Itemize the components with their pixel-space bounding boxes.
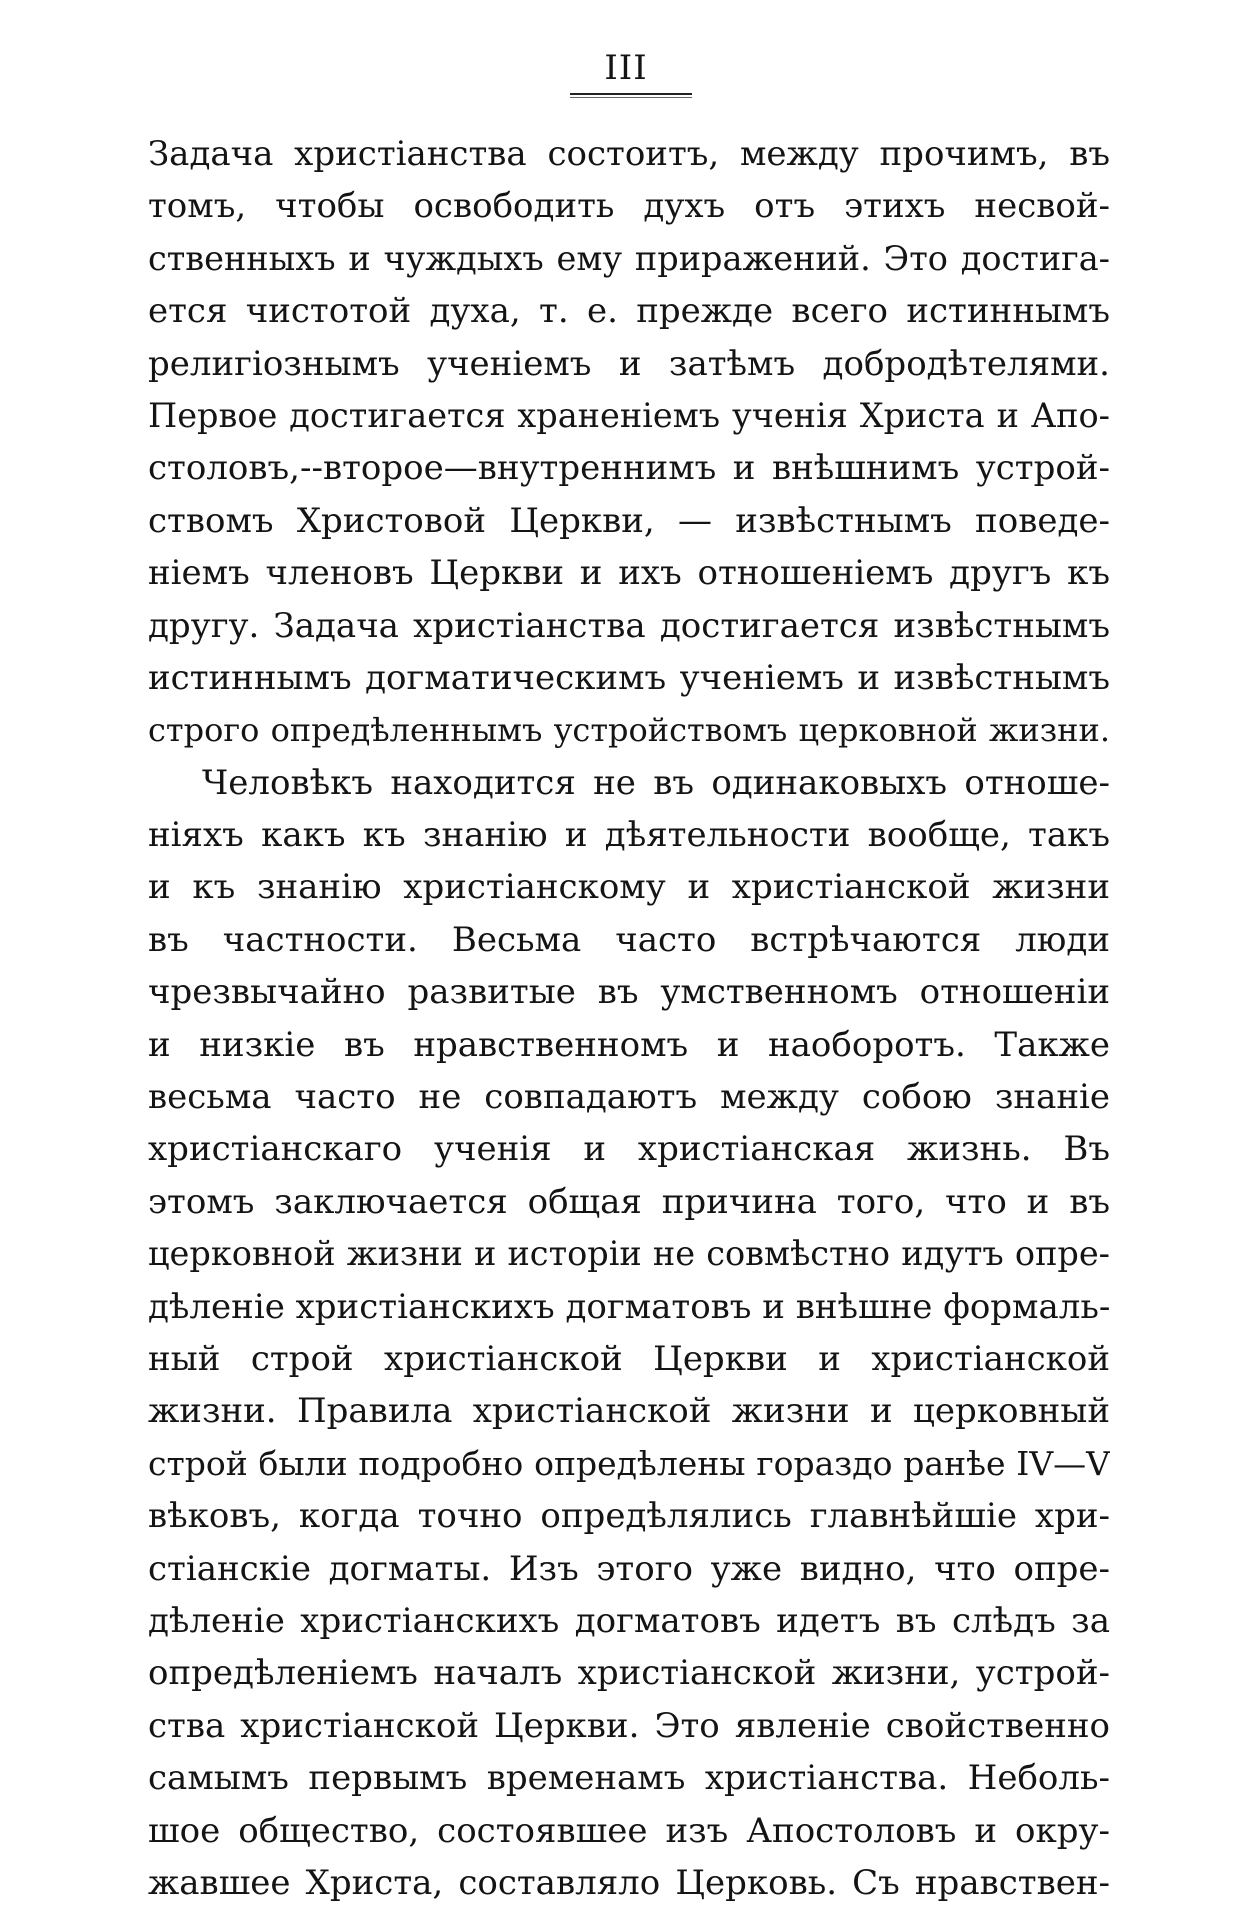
text-line: жизни. Правила христіанской жизни и церковный	[148, 1391, 1110, 1432]
text-line: строго опредѣленнымъ устройствомъ церковной жизни.	[148, 711, 1110, 750]
text-line: и къ знанію христіанскому и христіанской жизни	[148, 867, 1110, 908]
text-line: другу. Задача христіанства достигается извѣстнымъ	[148, 605, 1110, 646]
text-line: столовъ,--второе—внутреннимъ и внѣшнимъ устрой-	[148, 448, 1110, 489]
text-line: религіознымъ ученіемъ и затѣмъ добродѣтелями.	[148, 343, 1110, 384]
body-text	[148, 128, 1110, 1909]
text-line: томъ, чтобы освободить духъ отъ этихъ несвой-	[148, 186, 1110, 227]
text-line: этомъ заключается общая причина того, что и въ	[148, 1181, 1110, 1222]
text-line: церковной жизни и исторіи не совмѣстно идутъ опре-	[148, 1234, 1110, 1274]
text-line: и низкіе въ нравственномъ и наоборотъ. Также	[148, 1024, 1110, 1065]
text-line: стіанскіе догматы. Изъ этого уже видно, что опре-	[148, 1548, 1110, 1589]
text-line: ства христіанской Церкви. Это явленіе свойственно	[148, 1705, 1110, 1746]
paragraph-first-line: Человѣкъ находится не въ одинаковыхъ отноше-	[202, 762, 1110, 803]
text-line: весьма часто не совпадаютъ между собою знаніе	[148, 1077, 1110, 1118]
text-line: дѣленіе христіанскихъ догматовъ и внѣшне формаль-	[148, 1286, 1110, 1327]
text-line: истиннымъ догматическимъ ученіемъ и извѣстнымъ	[148, 657, 1110, 698]
text-line: ствомъ Христовой Церкви, — извѣстнымъ поведе-	[148, 500, 1110, 541]
page-number-rule	[570, 93, 692, 95]
text-line: ніяхъ какъ къ знанію и дѣятельности вообще, такъ	[148, 815, 1110, 856]
text-line: опредѣленіемъ началъ христіанской жизни, устрой-	[148, 1653, 1110, 1694]
page-number: III	[604, 48, 648, 88]
text-line: самымъ первымъ временамъ христіанства. Неболь-	[148, 1758, 1110, 1799]
text-line: въ частности. Весьма часто встрѣчаются люди	[148, 919, 1110, 960]
text-line: Первое достигается храненіемъ ученія Христа и Апо-	[148, 395, 1110, 435]
text-line: Задача христіанства состоитъ, между прочимъ, въ	[148, 134, 1110, 174]
page-number-rule-thin	[570, 97, 692, 98]
text-line: шое общество, состоявшее изъ Апостоловъ и окру-	[148, 1810, 1110, 1851]
text-line: дѣленіе христіанскихъ догматовъ идетъ въ слѣдъ за	[148, 1600, 1110, 1641]
text-line: ніемъ членовъ Церкви и ихъ отношеніемъ другъ къ	[148, 553, 1110, 594]
text-line: жавшее Христа, составляло Церковь. Съ нравствен-	[148, 1862, 1110, 1903]
text-line: ный строй христіанской Церкви и христіанской	[148, 1338, 1110, 1379]
text-line: строй были подробно опредѣлены гораздо ранѣе IV—V	[148, 1443, 1110, 1483]
text-line: ется чистотой духа, т. е. прежде всего истиннымъ	[148, 291, 1110, 332]
text-line: чрезвычайно развитые въ умственномъ отношеніи	[148, 972, 1110, 1013]
text-line: христіанскаго ученія и христіанская жизнь. Въ	[148, 1129, 1110, 1170]
text-line: ственныхъ и чуждыхъ ему приражений. Это достига-	[148, 238, 1110, 278]
text-line: вѣковъ, когда точно опредѣлялись главнѣйшіе хри-	[148, 1496, 1110, 1537]
